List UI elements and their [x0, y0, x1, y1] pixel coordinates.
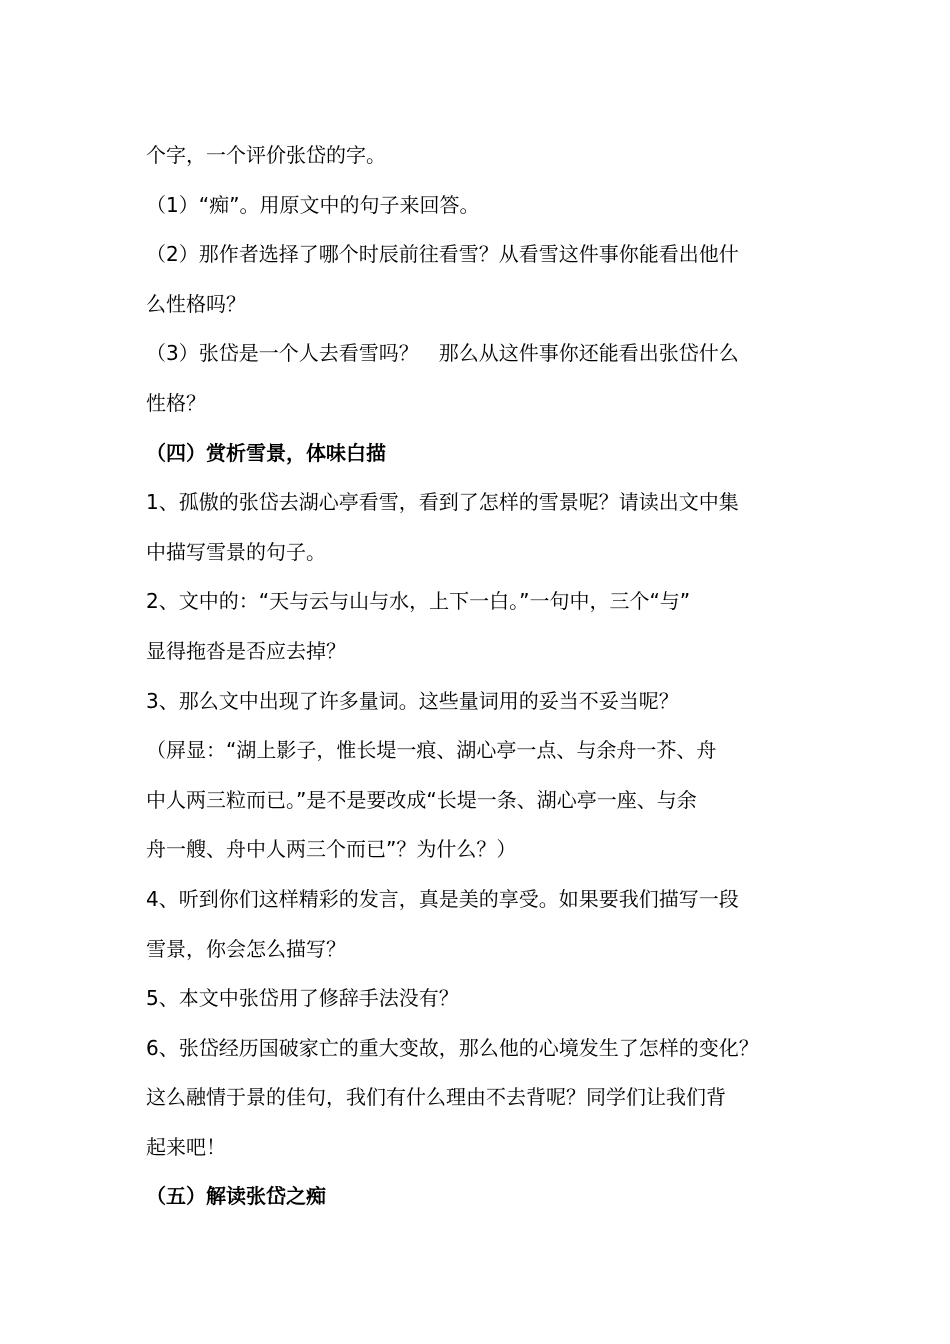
question-line: 显得拖沓是否应去掉？ — [146, 638, 346, 663]
question-line: 中描写雪景的句子。 — [146, 539, 326, 564]
text-line: 个字，一个评价张岱的字。 — [146, 143, 386, 167]
question-line: 5、本文中张岱用了修辞手法没有？ — [146, 986, 459, 1011]
section-heading: （四）赏析雪景，体味白描 — [146, 440, 386, 465]
section-heading: （五）解读张岱之痴 — [146, 1184, 326, 1209]
question-line: 2、文中的：“天与云与山与水，上下一白。”一句中，三个“与” — [146, 589, 691, 614]
document-body — [146, 131, 836, 1222]
screen-display-line: （屏显：“湖上影子，惟长堤一痕、湖心亭一点、与余舟一芥、舟 — [146, 738, 717, 763]
question-line: 6、张岱经历国破家亡的重大变故，那么他的心境发生了怎样的变化？ — [146, 1035, 759, 1060]
question-line: （3）张岱是一个人去看雪吗？ 那么从这件事你还能看出张岱什么 — [146, 341, 739, 366]
question-line: 4、听到你们这样精彩的发言，真是美的享受。如果要我们描写一段 — [146, 886, 739, 911]
screen-display-line: 舟一艘、舟中人两三个而已”？为什么？） — [146, 837, 517, 862]
question-line: 这么融情于景的佳句，我们有什么理由不去背呢？同学们让我们背 — [146, 1085, 726, 1110]
question-line: （1）“痴”。用原文中的句子来回答。 — [146, 192, 480, 217]
screen-display-line: 中人两三粒而已。”是不是要改成“长堤一条、湖心亭一座、与余 — [146, 787, 697, 812]
question-line: 1、孤傲的张岱去湖心亭看雪，看到了怎样的雪景呢？请读出文中集 — [146, 490, 739, 515]
question-line: 性格？ — [146, 390, 206, 415]
question-line: 么性格吗？ — [146, 291, 246, 316]
question-line: （2）那作者选择了哪个时辰前往看雪？从看雪这件事你能看出他什 — [146, 242, 739, 267]
question-line: 雪景，你会怎么描写？ — [146, 936, 346, 961]
question-line: 3、那么文中出现了许多量词。这些量词用的妥当不妥当呢？ — [146, 688, 679, 713]
question-line: 起来吧！ — [146, 1134, 226, 1159]
